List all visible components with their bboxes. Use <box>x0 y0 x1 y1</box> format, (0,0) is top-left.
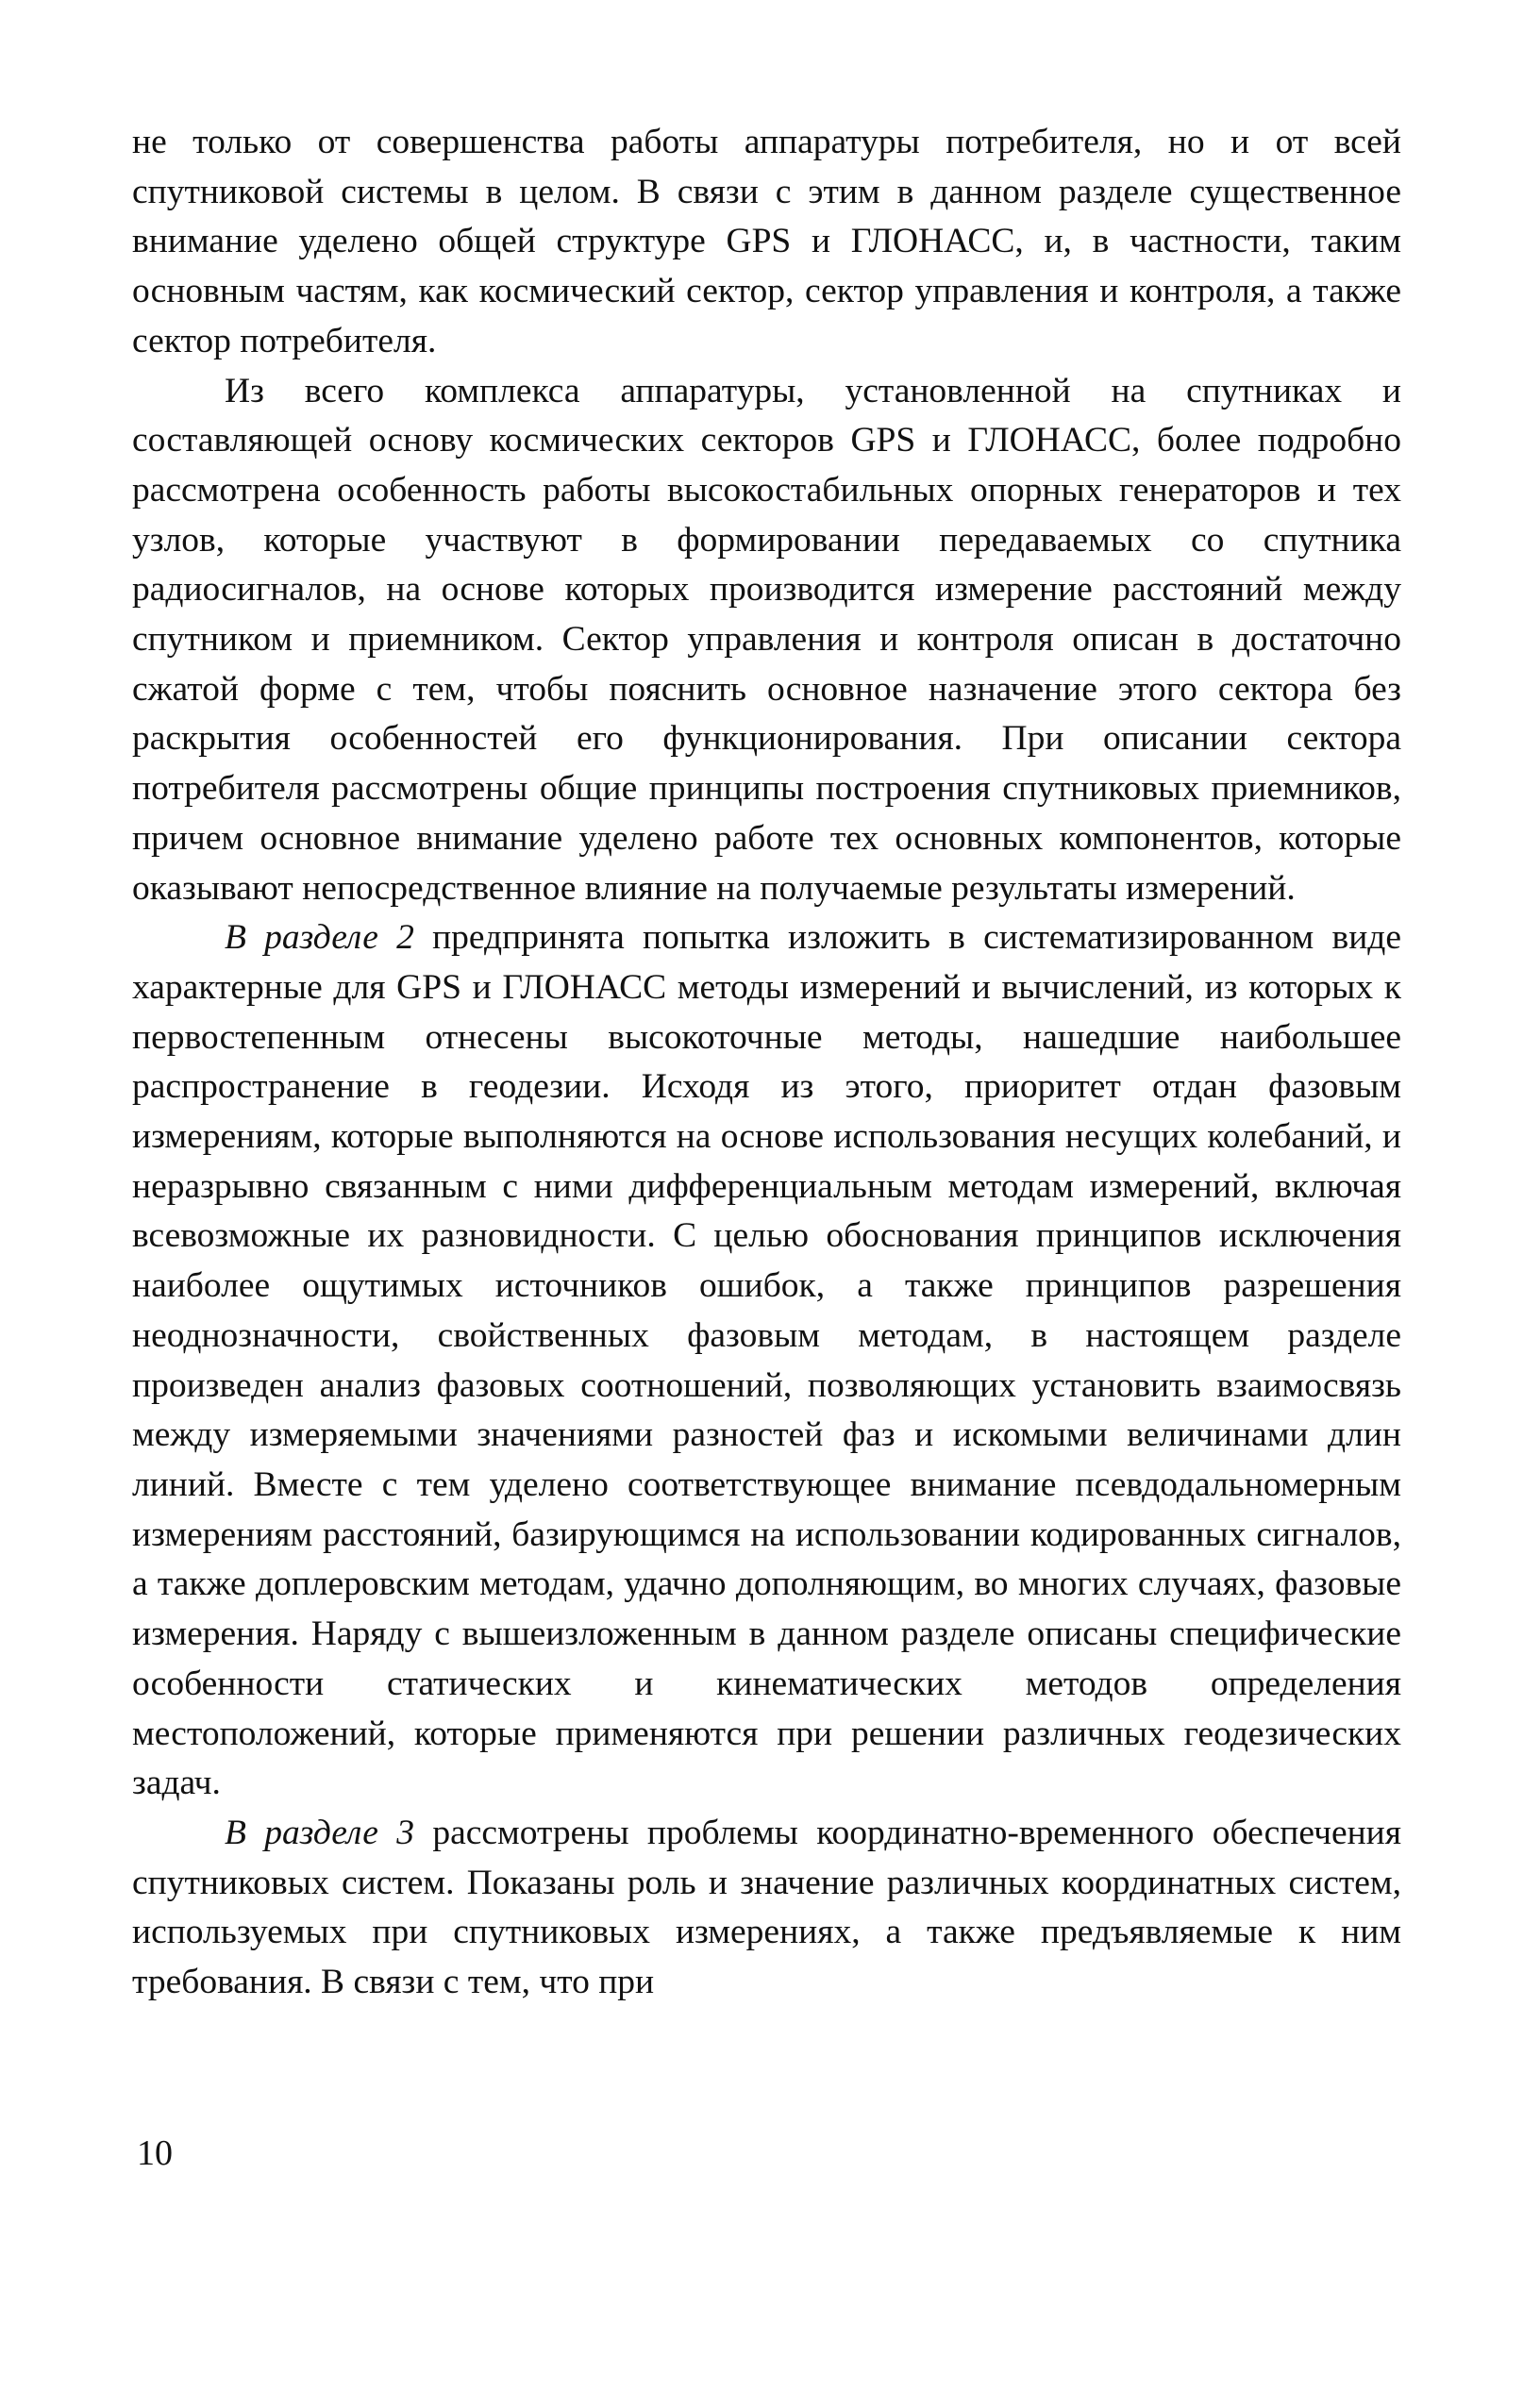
paragraph-section-3 <box>132 1809 1401 2008</box>
section-3-text: рассмотрены проблемы координатно-временного обеспечения спутниковых систем. Показаны роль и значение различных координатных систем, используемых при спутниковых измерениях, а также предъявляемые к ним требования. В связи с тем, что при <box>132 1813 1401 2002</box>
paragraph-continuation: не только от совершенства работы аппаратуры потребителя, но и от всей спутниковой системы в целом. В связи с этим в данном разделе существенное внимание уделено общей структуре GPS и ГЛОНАСС, и, в частности, таким основным частям, как космический сектор, сектор управления и контроля, а также сектор потребителя. <box>132 123 1401 360</box>
page-body <box>132 118 1401 2008</box>
section-3-reference: В разделе 3 <box>225 1813 415 1852</box>
paragraph-section-2 <box>132 913 1401 1809</box>
paragraph-equipment: Из всего комплекса аппаратуры, установленной на спутниках и составляющей основу космических секторов GPS и ГЛОНАСС, более подробно рассмотрена особенность работы высокостабильных опорных генераторов и тех узлов, которые участвуют в формировании передаваемых со спутника радиосигналов, на основе которых производится измерение расстояний между спутником и приемником. Сектор управления и контроля описан в достаточно сжатой форме с тем, чтобы пояснить основное назначение этого сектора без раскрытия особенностей его функционирования. При описании сектора потребителя рассмотрены общие принципы построения спутниковых приемников, причем основное внимание уделено работе тех основных компонентов, которые оказывают непосредственное влияние на получаемые результаты измерений. <box>132 371 1401 908</box>
section-2-text: предпринята попытка изложить в систематизированном виде характерные для GPS и ГЛОНАСС методы измерений и вычислений, из которых к первостепенным отнесены высокоточные методы, нашедшие наибольшее распространение в геодезии. Исходя из этого, приоритет отдан фазовым измерениям, которые выполняются на основе использования несущих колебаний, и неразрывно связанным с ними дифференциальным методам измерений, включая всевозможные их разновидности. С целью обоснования принципов исключения наиболее ощутимых источников ошибок, а также принципов разрешения неоднозначности, свойственных фазовым методам, в настоящем разделе произведен анализ фазовых соотношений, позволяющих установить взаимосвязь между измеряемыми значениями разностей фаз и искомыми величинами длин линий. Вместе с тем уделено соответствующее внимание псевдодальномерным измерениям расстояний, базирующимся на использовании кодированных сигналов, а также доплеровским методам, удачно дополняющим, во многих случаях, фазовые измерения. Наряду с вышеизложенным в данном разделе описаны специфические особенности статических и кинематических методов определения местоположений, которые применяются при решении различных геодезических задач. <box>132 918 1401 1803</box>
section-2-reference: В разделе 2 <box>225 918 414 958</box>
page-number: 10 <box>137 2133 173 2173</box>
